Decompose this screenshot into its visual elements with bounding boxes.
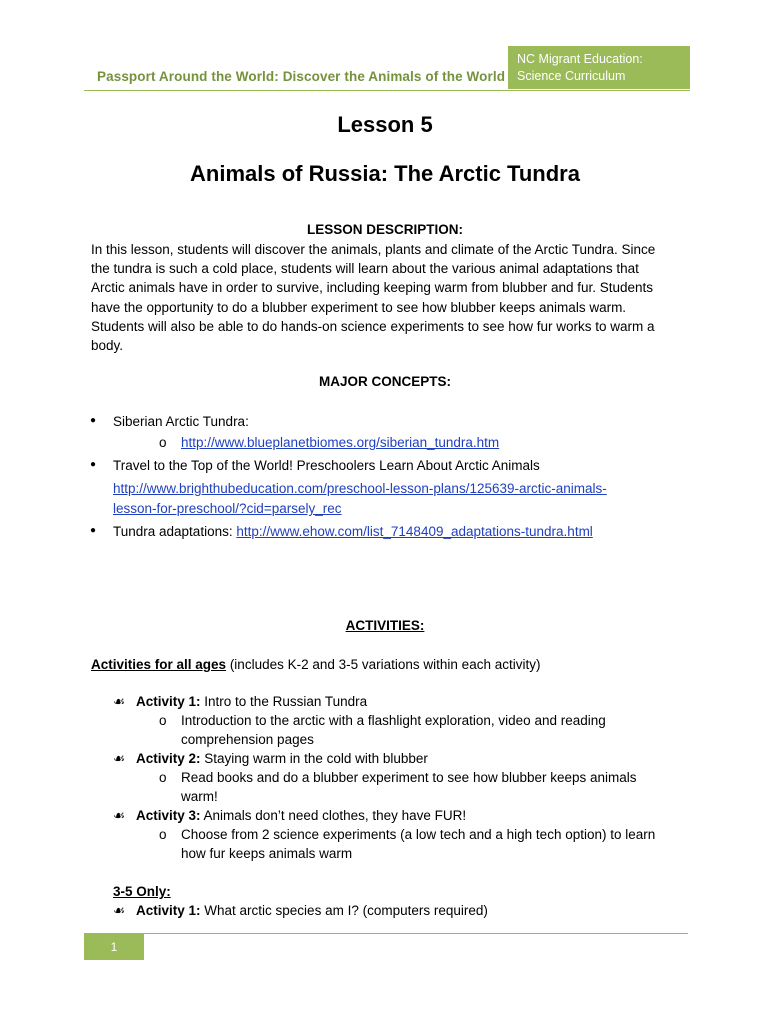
page-number: 1	[84, 934, 144, 960]
activity-sub-line: how fur keeps animals warm	[181, 846, 353, 861]
activity-text: Intro to the Russian Tundra	[200, 694, 368, 709]
description-paragraph	[91, 240, 681, 355]
lesson-number: Lesson 5	[337, 112, 433, 137]
all-ages-note: (includes K-2 and 3-5 variations within each activity)	[226, 657, 541, 672]
activity-label: Activity 3:	[136, 808, 201, 823]
header-badge	[508, 46, 690, 89]
activity-bullet-icon: ☙	[113, 903, 126, 918]
concept-link[interactable]: http://www.ehow.com/list_7148409_adaptations-tundra.html	[236, 524, 593, 539]
activity-bullet-icon: ☙	[113, 808, 126, 823]
description-line: have the opportunity to do a blubber experiment to see how blubber keeps animals warm.	[91, 299, 627, 315]
activity-item	[136, 901, 488, 920]
activities-heading: ACTIVITIES:	[345, 618, 425, 633]
lesson-title: Animals of Russia: The Arctic Tundra	[190, 161, 580, 186]
activity-label: Activity 1:	[136, 903, 201, 918]
description-heading: LESSON DESCRIPTION:	[306, 222, 463, 237]
description-line: the tundra is such a cold place, students will learn about the various animal adaptations that	[91, 261, 639, 277]
footer-divider	[84, 933, 688, 934]
concept-label: Siberian Arctic Tundra:	[113, 414, 249, 429]
description-line: Students will also be able to do hands-on science experiments to see how fur works to warm a	[91, 318, 655, 334]
description-line: In this lesson, students will discover the animals, plants and climate of the Arctic Tundra. Since	[91, 242, 656, 257]
concept-label: Tundra adaptations:	[113, 524, 237, 539]
header-badge-line2: Science Curriculum	[517, 69, 626, 83]
activity-text: Animals don’t need clothes, they have FUR!	[200, 808, 467, 823]
bullet-icon: ●	[90, 525, 97, 536]
sub-bullet-icon: o	[159, 435, 167, 450]
description-line: body.	[91, 338, 124, 354]
sub-bullet-icon: o	[159, 713, 167, 728]
activity-label: Activity 2:	[136, 751, 201, 766]
bullet-icon: ●	[90, 415, 97, 426]
sub-bullet-icon: o	[159, 827, 167, 842]
concept-link[interactable]: http://www.blueplanetbiomes.org/siberian_tundra.htm	[181, 435, 500, 450]
all-ages-label: Activities for all ages	[91, 657, 227, 672]
activity-item	[136, 806, 466, 825]
header-title: Passport Around the World: Discover the Animals of the World	[97, 69, 506, 84]
concept-item	[113, 522, 593, 541]
concept-link[interactable]: http://www.brighthubeducation.com/preschool-lesson-plans/125639-arctic-animals-	[113, 481, 607, 496]
description-line: Arctic animals have in order to survive, including keeping warm from blubber and fur. Students	[91, 280, 654, 296]
activity-sub-line: Choose from 2 science experiments (a low tech and a high tech option) to learn	[181, 827, 656, 842]
header-divider	[84, 90, 690, 91]
all-ages-line	[91, 655, 540, 674]
bullet-icon: ●	[90, 459, 97, 470]
activity-item	[136, 749, 428, 768]
activity-bullet-icon: ☙	[113, 751, 126, 766]
concept-label: Travel to the Top of the World! Preschoolers Learn About Arctic Animals	[113, 458, 540, 473]
activity-sub-line: comprehension pages	[181, 732, 314, 747]
activity-text: Staying warm in the cold with blubber	[200, 751, 428, 766]
activity-item	[136, 692, 367, 711]
concept-link[interactable]: lesson-for-preschool/?cid=parsely_rec	[113, 501, 342, 516]
activity-text: What arctic species am I? (computers required)	[200, 903, 488, 918]
activity-bullet-icon: ☙	[113, 694, 126, 709]
activity-sub-line: warm!	[181, 789, 218, 804]
activity-sub-line: Read books and do a blubber experiment to see how blubber keeps animals	[181, 770, 637, 785]
only-35-label: 3-5 Only:	[113, 884, 171, 899]
header-badge-line1: NC Migrant Education:	[517, 52, 643, 66]
sub-bullet-icon: o	[159, 770, 167, 785]
activity-sub-line: Introduction to the arctic with a flashlight exploration, video and reading	[181, 713, 606, 728]
concepts-heading: MAJOR CONCEPTS:	[318, 374, 451, 389]
activity-label: Activity 1:	[136, 694, 201, 709]
